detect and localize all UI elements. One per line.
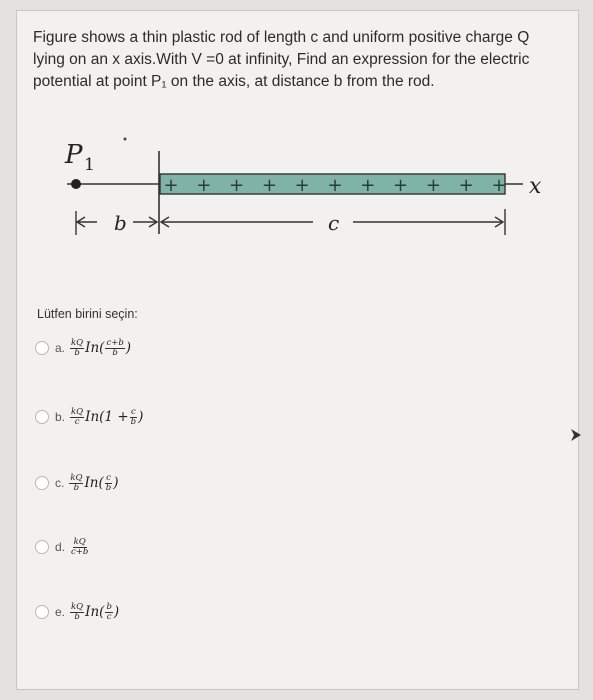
option-formula — [68, 474, 118, 493]
closing-paren: ) — [138, 409, 144, 425]
plus-charge-sign: + — [393, 175, 409, 196]
closing-paren: ) — [113, 475, 119, 491]
plus-charge-sign: + — [425, 175, 441, 196]
question-line: lying on an x axis.With V =0 at infinity, Find an expression for the electric — [33, 51, 530, 68]
rod-figure — [17, 11, 580, 291]
argument-fraction: $\frac{c+b}{b}$ — [106, 337, 124, 358]
radio-button[interactable] — [35, 476, 49, 490]
mouse-pointer-icon — [570, 428, 582, 442]
coefficient-fraction: $\frac{kQ}{b}$ — [71, 337, 84, 358]
option-formula — [69, 339, 131, 358]
point-subscript: 1 — [84, 155, 95, 175]
argument-fraction: $\frac{c}{b}$ — [130, 406, 137, 427]
option-letter: e. — [55, 605, 66, 619]
coefficient-fraction: $\frac{kQ}{b}$ — [71, 601, 84, 622]
closing-paren: ) — [113, 604, 120, 620]
radio-button[interactable] — [35, 540, 49, 554]
radio-button[interactable] — [35, 341, 49, 355]
distance-b-label: b — [114, 211, 127, 235]
radio-button[interactable] — [35, 605, 49, 619]
function-text: In( — [85, 604, 105, 620]
question-line: potential at point P₁ on the axis, at distance b from the rod. — [33, 73, 435, 90]
option-e[interactable] — [35, 598, 119, 626]
option-letter: b. — [55, 410, 66, 424]
axis-label: x — [529, 174, 542, 199]
question-card — [16, 10, 579, 690]
function-text: In( — [85, 340, 105, 356]
option-d[interactable] — [35, 533, 90, 561]
plus-charge-sign: + — [163, 175, 179, 196]
point-label: P — [65, 140, 83, 170]
choose-prompt: Lütfen birini seçin: — [37, 307, 138, 321]
option-letter: d. — [55, 540, 66, 554]
closing-paren: ) — [125, 340, 132, 356]
coefficient-fraction: $\frac{kQ}{c+b}$ — [71, 536, 89, 557]
option-a[interactable] — [35, 334, 131, 362]
function-text: In( — [84, 475, 104, 491]
option-letter: c. — [55, 476, 65, 490]
coefficient-fraction: $\frac{kQ}{b}$ — [70, 472, 83, 493]
option-c[interactable] — [35, 469, 119, 497]
question-line: Figure shows a thin plastic rod of length c and uniform positive charge Q — [33, 29, 530, 46]
plus-charge-sign: + — [491, 175, 507, 196]
plus-charge-sign: + — [261, 175, 277, 196]
function-text: In(1 + — [85, 409, 129, 425]
option-formula — [69, 603, 119, 622]
radio-button[interactable] — [35, 410, 49, 424]
option-b[interactable] — [35, 403, 143, 431]
plus-charge-sign: + — [229, 175, 245, 196]
plus-charge-sign: + — [360, 175, 376, 196]
option-letter: a. — [55, 341, 66, 355]
plus-charge-sign: + — [294, 175, 310, 196]
option-formula — [69, 408, 143, 427]
plus-charge-sign: + — [458, 175, 474, 196]
argument-fraction: $\frac{c}{b}$ — [105, 472, 112, 493]
length-c-label: c — [328, 211, 340, 235]
plus-charge-sign: + — [196, 175, 212, 196]
option-formula — [69, 538, 90, 557]
small-marker — [124, 138, 127, 141]
plus-charge-sign: + — [327, 175, 343, 196]
point-p1 — [71, 179, 81, 189]
argument-fraction: $\frac{b}{c}$ — [106, 601, 112, 622]
coefficient-fraction: $\frac{kQ}{c}$ — [71, 406, 84, 427]
